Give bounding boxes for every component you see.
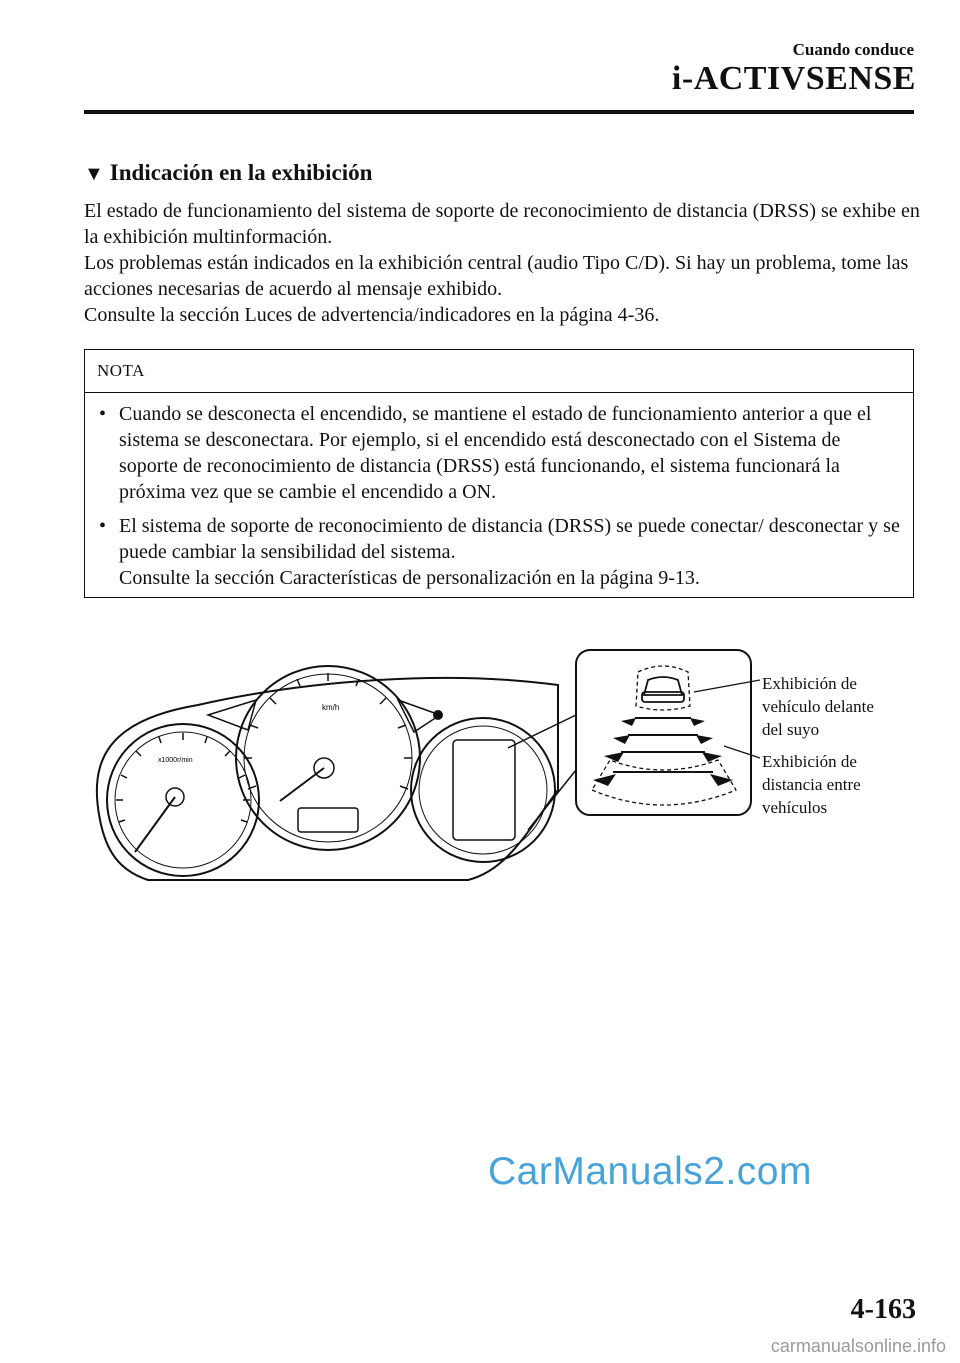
note-box <box>84 349 914 598</box>
callout-line: distancia entre <box>762 775 861 794</box>
note-title: NOTA <box>85 350 913 393</box>
callout-distance <box>762 750 861 819</box>
bullet-icon: • <box>99 515 107 537</box>
odometer-display <box>298 808 358 832</box>
note-item <box>97 401 903 505</box>
speedometer <box>236 666 420 850</box>
callout-line: vehículos <box>762 798 828 817</box>
speedometer-needle <box>280 768 324 801</box>
note-item <box>97 513 903 591</box>
callout-vehicle-ahead <box>762 672 874 741</box>
section-title: i-ACTIVSENSE <box>671 60 916 97</box>
bullet-icon: • <box>99 403 107 425</box>
note-item-text: El sistema de soporte de reconocimiento de distancia (DRSS) se puede conectar/ desconectar y se puede cambiar la sensibilidad del sistema. <box>119 515 900 563</box>
note-list <box>85 393 913 591</box>
callout-line: Exhibición de <box>762 674 857 693</box>
tachometer-needle <box>135 797 175 852</box>
zoom-line <box>508 715 576 748</box>
site-watermark: CarManuals2.com <box>488 1150 812 1193</box>
speedometer-unit-label: km/h <box>322 703 340 712</box>
chapter-title: Cuando conduce <box>792 40 914 59</box>
footer-watermark: carmanualsonline.info <box>770 1336 946 1356</box>
heading-text: Indicación en la exhibición <box>109 160 373 185</box>
callout-line: Exhibición de <box>762 752 857 771</box>
drss-display-enlarged <box>576 650 751 815</box>
body-text <box>84 198 924 328</box>
instrument-cluster-illustration <box>88 640 768 890</box>
note-item-text: Cuando se desconecta el encendido, se mantiene el estado de funcionamiento anterior a que el sistema se desconectara. Por ejemplo, si el encendido está desconectado con el Sistema de soporte de reconocimiento de distancia (DRSS) está funcionando, el sistema funcionará la próxima vez que se cambie el encendido a ON. <box>119 403 872 503</box>
header-rule <box>84 110 914 114</box>
warning-lamp <box>433 710 443 720</box>
tachometer-unit-label: x1000r/min <box>158 757 193 764</box>
paragraph: El estado de funcionamiento del sistema de soporte de reconocimiento de distancia (DRSS) se exhibe en la exhibición multinformación. <box>84 200 920 248</box>
callout-line: vehículo delante <box>762 697 874 716</box>
note-item-text: Consulte la sección Características de personalización en la página 9-13. <box>119 567 700 589</box>
multi-information-display <box>411 718 555 862</box>
page-number: 4-163 <box>850 1294 916 1325</box>
indicator-housing-left <box>208 700 256 730</box>
paragraph: Consulte la sección Luces de advertencia/indicadores en la página 4-36. <box>84 304 660 326</box>
triangle-marker-icon: ▼ <box>84 163 104 185</box>
zoom-line <box>528 770 576 830</box>
callout-line: del suyo <box>762 720 820 739</box>
paragraph: Los problemas están indicados en la exhibición central (audio Tipo C/D). Si hay un problema, tome las acciones necesarias de acuerdo al mensaje exhibido. <box>84 252 909 300</box>
subsection-heading <box>84 160 372 186</box>
